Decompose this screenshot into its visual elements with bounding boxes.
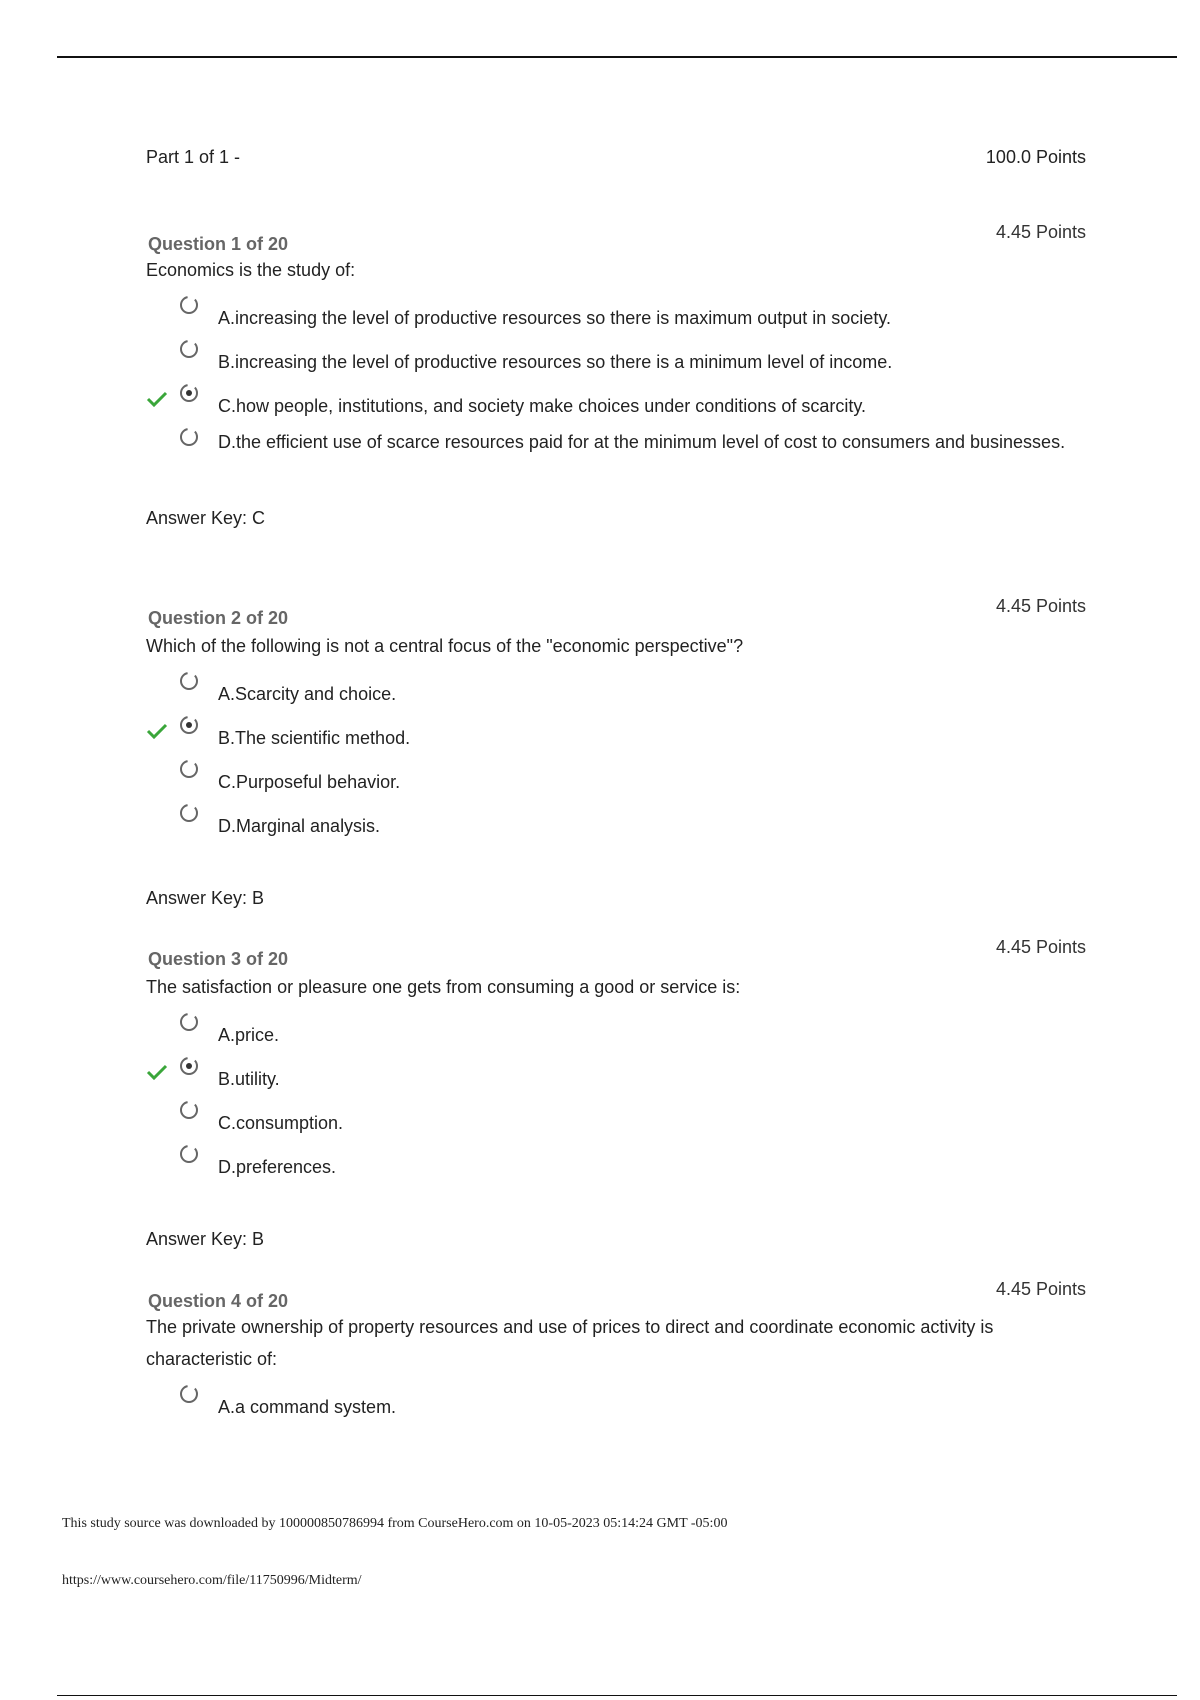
top-divider xyxy=(57,56,1177,58)
correct-check-icon xyxy=(146,722,168,740)
question-3 xyxy=(146,937,1086,1250)
option-label: B.The scientific method. xyxy=(218,728,411,748)
option-b[interactable] xyxy=(146,1055,1086,1099)
option-label: C.how people, institutions, and society make choices under conditions of scarcity. xyxy=(218,396,866,416)
option-label: A.increasing the level of productive resources so there is maximum output in society. xyxy=(218,308,891,328)
options-list xyxy=(146,670,1086,846)
question-number: Question 2 of 20 xyxy=(148,608,289,628)
radio-unselected-icon[interactable] xyxy=(178,758,200,780)
question-4 xyxy=(146,1279,1086,1427)
radio-unselected-icon[interactable] xyxy=(178,1011,200,1033)
bottom-divider xyxy=(57,1695,1177,1696)
radio-unselected-icon[interactable] xyxy=(178,670,200,692)
option-c[interactable] xyxy=(146,758,1086,802)
correct-check-icon xyxy=(146,1063,168,1081)
option-b[interactable] xyxy=(146,338,1086,382)
question-text: The satisfaction or pleasure one gets from consuming a good or service is: xyxy=(146,977,741,997)
option-d[interactable] xyxy=(146,1143,1086,1187)
radio-unselected-icon[interactable] xyxy=(178,1143,200,1165)
option-label: A.price. xyxy=(218,1025,280,1045)
radio-unselected-icon[interactable] xyxy=(178,1099,200,1121)
question-2 xyxy=(146,596,1086,909)
option-label: C.Purposeful behavior. xyxy=(218,772,401,792)
option-label: C.consumption. xyxy=(218,1113,344,1133)
option-b[interactable] xyxy=(146,714,1086,758)
option-label: A.Scarcity and choice. xyxy=(218,684,397,704)
radio-selected-icon[interactable] xyxy=(178,382,200,404)
option-a[interactable] xyxy=(146,294,1086,338)
option-a[interactable] xyxy=(146,1383,1086,1427)
question-number: Question 4 of 20 xyxy=(148,1291,289,1311)
option-label: D.Marginal analysis. xyxy=(218,816,381,836)
option-a[interactable] xyxy=(146,670,1086,714)
radio-unselected-icon[interactable] xyxy=(178,802,200,824)
question-number: Question 1 of 20 xyxy=(148,234,289,254)
part-points: 100.0 Points xyxy=(985,147,1086,167)
option-a[interactable] xyxy=(146,1011,1086,1055)
option-c[interactable] xyxy=(146,1099,1086,1143)
option-label: B.increasing the level of productive resources so there is a minimum level of income. xyxy=(218,352,893,372)
question-points: 4.45 Points xyxy=(995,222,1086,242)
part-title: Part 1 of 1 - xyxy=(146,147,241,167)
radio-unselected-icon[interactable] xyxy=(178,294,200,316)
options-list xyxy=(146,294,1086,470)
question-points: 4.45 Points xyxy=(995,1279,1086,1299)
radio-selected-icon[interactable] xyxy=(178,714,200,736)
option-c[interactable] xyxy=(146,382,1086,426)
question-number: Question 3 of 20 xyxy=(148,949,289,969)
answer-key: Answer Key: B xyxy=(146,1229,265,1249)
option-label: B.utility. xyxy=(218,1069,280,1089)
option-d[interactable] xyxy=(146,426,1086,470)
option-d[interactable] xyxy=(146,802,1086,846)
question-points: 4.45 Points xyxy=(995,596,1086,616)
radio-unselected-icon[interactable] xyxy=(178,338,200,360)
options-list xyxy=(146,1383,1086,1427)
question-points: 4.45 Points xyxy=(995,937,1086,957)
options-list xyxy=(146,1011,1086,1187)
answer-key: Answer Key: C xyxy=(146,508,266,528)
question-text: The private ownership of property resources and use of prices to direct and coordinate economic activity is characteristic of: xyxy=(146,1317,994,1369)
option-label: D.the efficient use of scarce resources paid for at the minimum level of cost to consumers and businesses. xyxy=(218,432,1066,452)
correct-check-icon xyxy=(146,390,168,408)
radio-unselected-icon[interactable] xyxy=(178,426,200,448)
question-text: Which of the following is not a central focus of the "economic perspective"? xyxy=(146,636,744,656)
question-text: Economics is the study of: xyxy=(146,260,356,280)
radio-unselected-icon[interactable] xyxy=(178,1383,200,1405)
option-label: D.preferences. xyxy=(218,1157,337,1177)
option-label: A.a command system. xyxy=(218,1397,397,1417)
answer-key: Answer Key: B xyxy=(146,888,265,908)
download-source-note: This study source was downloaded by 100000850786994 from CourseHero.com on 10-05-2023 05:14:24 GMT -05:00 xyxy=(62,1516,728,1531)
radio-selected-icon[interactable] xyxy=(178,1055,200,1077)
question-1 xyxy=(146,222,1086,529)
source-url[interactable]: https://www.coursehero.com/file/11750996/Midterm/ xyxy=(62,1573,362,1588)
